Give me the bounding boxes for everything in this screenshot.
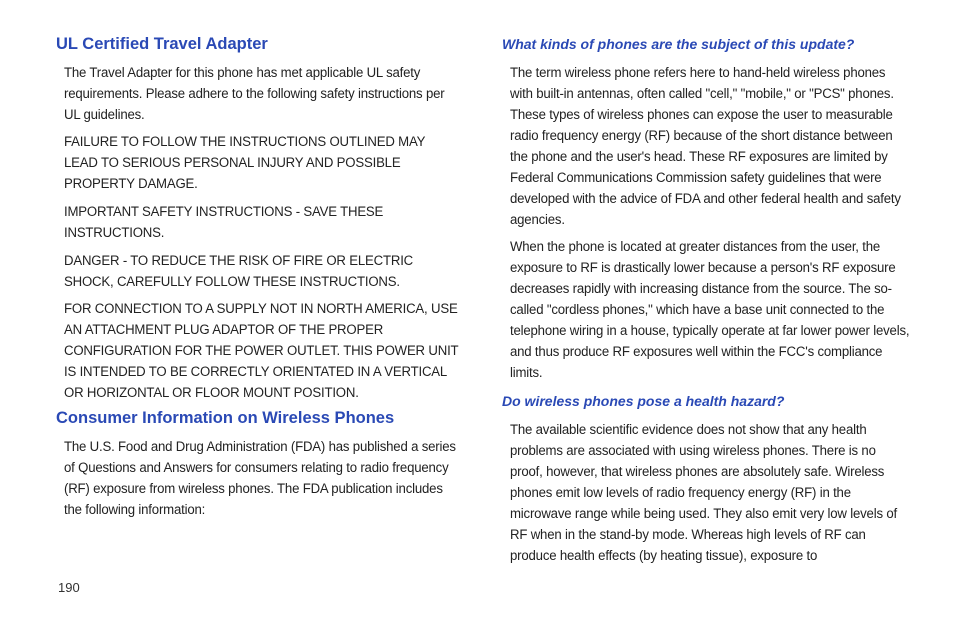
heading-what-kinds-of-phones: What kinds of phones are the subject of this update? — [502, 36, 855, 52]
paragraph-ul-failure-warning: FAILURE TO FOLLOW THE INSTRUCTIONS OUTLINED MAY LEAD TO SERIOUS PERSONAL INJURY AND POSSIBLE PROPERTY DAMAGE. — [64, 134, 426, 192]
page-number: 190 — [58, 580, 80, 595]
heading-ul-certified-travel-adapter: UL Certified Travel Adapter — [56, 35, 268, 53]
paragraph-wireless-phone-definition: The term wireless phone refers here to hand-held wireless phones with built-in antennas, often called "cell," "mobile," or "PCS" phones. These types of wireless phones can expose the user to measurable radio frequency energy (RF) because of the short distance between the phone and the user's head. These RF exposures are limited by Federal Communications Commission safety guidelines that were developed with the advice of FDA and other federal health and safety agencies. — [510, 65, 901, 228]
paragraph-consumer-fda: The U.S. Food and Drug Administration (FDA) has published a series of Questions and Answers for consumers relating to radio frequency (RF) exposure from wireless phones. The FDA publication includes the following information: — [64, 439, 456, 518]
heading-consumer-information: Consumer Information on Wireless Phones — [56, 409, 395, 427]
paragraph-scientific-evidence: The available scientific evidence does not show that any health problems are associated with using wireless phones. There is no proof, however, that wireless phones are absolutely safe. Wireless phones emit low levels of radio frequency energy (RF) in the microwave range while being used. They also emit very low levels of RF when in the stand-by mode. Whereas high levels of RF can produce health effects (by heating tissue), exposure to — [510, 422, 897, 564]
heading-health-hazard: Do wireless phones pose a health hazard? — [502, 393, 785, 409]
paragraph-ul-intro: The Travel Adapter for this phone has met applicable UL safety requirements. Please adhere to the following safety instructions per UL guidelines. — [64, 65, 445, 123]
paragraph-distance-exposure: When the phone is located at greater distances from the user, the exposure to RF is drastically lower because a person's RF exposure decreases rapidly with increasing distance from the source. The so-called "cordless phones," which have a base unit connected to the telephone wiring in a house, typically operate at far lower power levels, and thus produce RF exposures well within the FCC's compliance limits. — [510, 239, 910, 381]
paragraph-ul-connection: FOR CONNECTION TO A SUPPLY NOT IN NORTH AMERICA, USE AN ATTACHMENT PLUG ADAPTOR OF THE PROPER CONFIGURATION FOR THE POWER OUTLET. THIS POWER UNIT IS INTENDED TO BE CORRECTLY ORIENTATED IN A VERTICAL OR HORIZONTAL OR FLOOR MOUNT POSITION. — [64, 301, 459, 401]
paragraph-ul-danger: DANGER - TO REDUCE THE RISK OF FIRE OR ELECTRIC SHOCK, CAREFULLY FOLLOW THESE INSTRUCTIONS. — [64, 253, 414, 290]
paragraph-ul-important-instructions: IMPORTANT SAFETY INSTRUCTIONS - SAVE THESE INSTRUCTIONS. — [64, 204, 384, 241]
